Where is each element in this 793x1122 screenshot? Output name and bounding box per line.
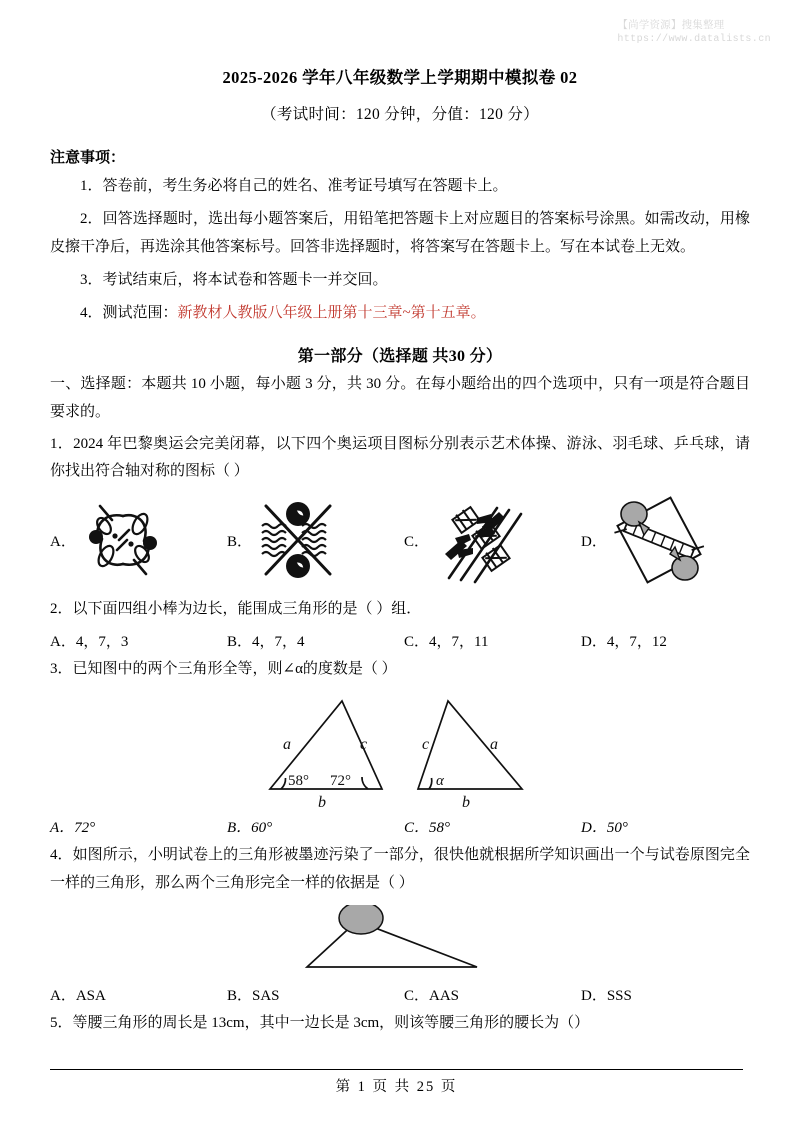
notice-heading: 注意事项： [50, 150, 126, 166]
question-1-option-b[interactable] [227, 496, 404, 589]
question-3-option-d[interactable]: D．50° [581, 820, 628, 837]
footer-divider [50, 1069, 743, 1070]
exam-subtitle: （考试时间：120 分钟，分值：120 分） [261, 106, 539, 123]
question-4-option-d[interactable]: D．SSS [581, 987, 632, 1004]
question-1-option-a[interactable] [50, 496, 227, 589]
question-1-options [50, 494, 750, 591]
question-2-options [50, 630, 750, 651]
rhythmic-gymnastics-icon [82, 496, 164, 589]
question-4-option-a[interactable]: A．ASA [50, 987, 106, 1004]
question-3-option-b[interactable]: B．60° [227, 820, 273, 837]
document-content [50, 0, 750, 1037]
badminton-icon [435, 494, 525, 591]
watermark-line-2: https://www.datalists.cn [617, 34, 771, 46]
question-3-options [50, 816, 750, 837]
section-instruction: 一、选择题：本题共 10 小题，每小题 3 分，共 30 分。在每小题给出的四个选项中，只有一项是符合题目要求的。 [50, 376, 750, 420]
q3-angle-72: 72° [330, 773, 351, 790]
section-title-part-one: 第一部分（选择题 共30 分） [297, 348, 503, 366]
q3-angle-58: 58° [288, 773, 309, 790]
swimming-icon [258, 496, 338, 589]
question-2-option-a[interactable]: A．4，7，3 [50, 633, 129, 650]
notice-item-4-scope: 新教材人教版八年级上册第十三章~第十五章。 [177, 305, 486, 322]
notice-item-4 [50, 300, 750, 327]
q3-right-side-a: a [490, 736, 498, 754]
option-label-d: D． [581, 533, 607, 550]
question-3-figure [50, 691, 750, 809]
q3-left-side-a: a [283, 736, 291, 754]
question-3-option-c[interactable]: C．58° [404, 820, 451, 837]
q3-left-side-c: c [360, 736, 368, 754]
question-4-figure [50, 905, 750, 977]
question-1-option-d[interactable] [581, 494, 750, 591]
question-2-text: 2．以下面四组小棒为边长，能围成三角形的是（ ）组． [50, 600, 422, 617]
question-2-option-b[interactable]: B．4，7，4 [227, 633, 305, 650]
option-label-c: C． [404, 533, 430, 550]
q3-left-side-b: b [318, 794, 326, 810]
page-title: 2025-2026 学年八年级数学上学期期中模拟卷 02 [222, 68, 578, 87]
question-5-text: 5．等腰三角形的周长是 13cm，其中一边长是 3cm，则该等腰三角形的腰长为（） [50, 1014, 590, 1031]
q3-right-side-c: c [422, 736, 430, 754]
question-4-options [50, 984, 750, 1005]
question-1-option-c[interactable] [404, 494, 581, 591]
question-1-text: 1．2024 年巴黎奥运会完美闭幕，以下四个奥运项目图标分别表示艺术体操、游泳、羽毛球、乒乓球，请你找出符合轴对称的图标（ ） [50, 436, 750, 480]
question-2-option-d[interactable]: D．4，7，12 [581, 633, 667, 650]
question-3-option-a[interactable]: A．72° [50, 820, 96, 837]
question-3-text: 3．已知图中的两个三角形全等，则∠α的度数是（ ） [50, 660, 397, 677]
table-tennis-icon [613, 494, 705, 591]
question-4-text: 4．如图所示，小明试卷上的三角形被墨迹污染了一部分，很快他就根据所学知识画出一个与试卷原图完全一样的三角形，那么两个三角形完全一样的依据是（ ） [50, 847, 750, 891]
notice-item-1: 1．答卷前，考生务必将自己的姓名、准考证号填写在答题卡上。 [80, 178, 508, 194]
q3-angle-alpha: α [436, 773, 444, 790]
notice-item-4-prefix: 4．测试范围： [80, 305, 178, 322]
watermark-line-1: 【尚学资源】搜集整理 [617, 19, 725, 31]
q3-right-side-b: b [462, 794, 470, 810]
option-label-a: A． [50, 533, 76, 550]
notice-item-2: 2．回答选择题时，选出每小题答案后，用铅笔把答题卡上对应题目的答案标号涂黑。如需改动，用橡皮擦干净后，再选涂其他答案标号。回答非选择题时，将答案写在答题卡上。写在本试卷上无效。 [50, 211, 750, 255]
page-footer: 第 1 页 共 25 页 [335, 1079, 458, 1095]
question-4-option-c[interactable]: C．AAS [404, 987, 460, 1004]
notice-item-3: 3．考试结束后，将本试卷和答题卡一并交回。 [80, 271, 388, 288]
question-2-option-c[interactable]: C．4，7，11 [404, 633, 489, 650]
option-label-b: B． [227, 533, 253, 550]
question-4-option-b[interactable]: B．SAS [227, 987, 280, 1004]
ink-blot-ellipse [339, 905, 383, 934]
